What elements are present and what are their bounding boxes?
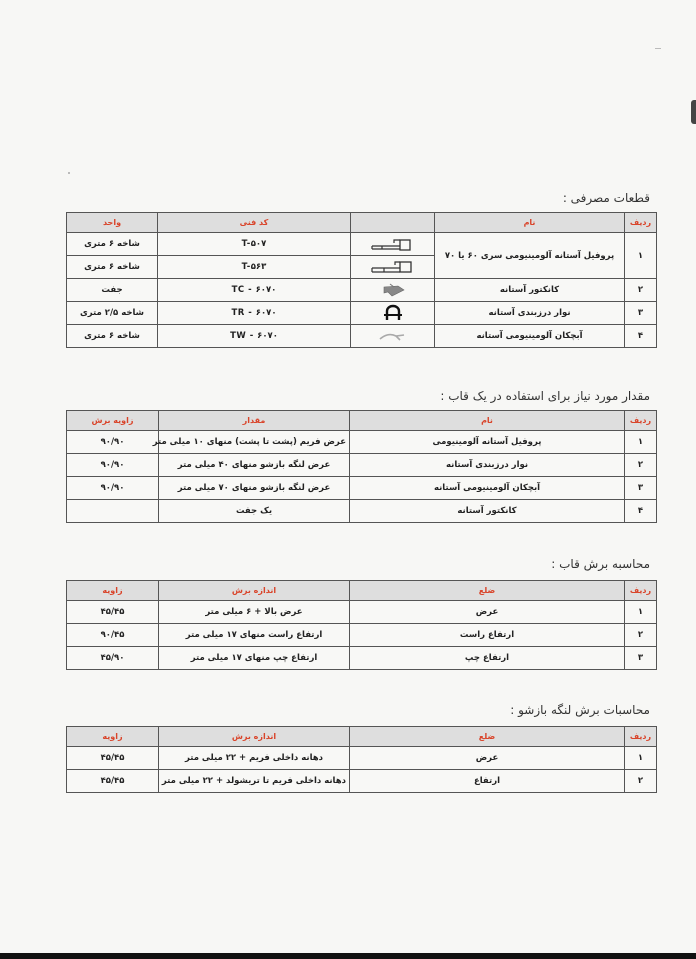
row-number: ۳ [625, 647, 657, 670]
header-row-number: ردیف [625, 213, 657, 233]
table-row [67, 770, 657, 793]
part-image-cell [351, 256, 435, 279]
part-unit: شاخه ۶ متری [67, 325, 158, 348]
table-row [67, 624, 657, 647]
connector-icon [370, 282, 416, 298]
part-name: نوار درزبندی آستانه [435, 302, 625, 325]
table-row [67, 233, 657, 256]
part-unit: شاخه ۶ متری [67, 233, 158, 256]
part-image-cell [351, 233, 435, 256]
section-title-sash-cut: محاسبات برش لنگه بازشو : [510, 703, 650, 717]
table-row [67, 325, 657, 348]
sash-cut-table [66, 726, 657, 793]
section-title-frame-cut: محاسبه برش قاب : [551, 557, 650, 571]
header-image [351, 213, 435, 233]
table-header-row [67, 727, 657, 747]
side-name: عرض [350, 747, 625, 770]
item-name: آبچکان آلومینیومی آستانه [350, 477, 625, 500]
row-number: ۴ [625, 500, 657, 523]
part-code: TW - ۶۰۷۰ [158, 325, 351, 348]
item-name: کانکتور آستانه [350, 500, 625, 523]
cut-size: عرض بالا + ۶ میلی متر [159, 601, 350, 624]
bottom-edge-bar [0, 953, 696, 959]
part-code: TC - ۶۰۷۰ [158, 279, 351, 302]
frame-cut-table [66, 580, 657, 670]
part-code: T-۵۰۷ [158, 233, 351, 256]
cut-size: ارتفاع چپ منهای ۱۷ میلی متر [159, 647, 350, 670]
table-row [67, 431, 657, 454]
side-name: عرض [350, 601, 625, 624]
cut-angle: ۴۵/۹۰ [67, 647, 159, 670]
table-row [67, 279, 657, 302]
cut-angle: ۴۵/۴۵ [67, 747, 159, 770]
item-name: پروفیل آستانه آلومینیومی [350, 431, 625, 454]
side-name: ارتفاع راست [350, 624, 625, 647]
table-row [67, 500, 657, 523]
part-unit: شاخه ۶ متری [67, 256, 158, 279]
cut-angle: ۴۵/۴۵ [67, 601, 159, 624]
gasket-icon [370, 304, 416, 322]
item-angle [67, 500, 159, 523]
header-amount: مقدار [159, 411, 350, 431]
header-name: نام [435, 213, 625, 233]
row-number: ۱ [625, 747, 657, 770]
side-name: ارتفاع [350, 770, 625, 793]
item-angle: ۹۰/۹۰ [67, 431, 159, 454]
table-row [67, 647, 657, 670]
header-side: ضلع [350, 581, 625, 601]
quantity-table [66, 410, 657, 523]
row-number: ۱ [625, 431, 657, 454]
header-row-number: ردیف [625, 411, 657, 431]
header-angle: زاویه [67, 581, 159, 601]
cut-size: دهانه داخلی فریم + ۲۲ میلی متر [159, 747, 350, 770]
part-name: کانکتور آستانه [435, 279, 625, 302]
table-row [67, 302, 657, 325]
cut-angle: ۴۵/۴۵ [67, 770, 159, 793]
section-title-parts: قطعات مصرفی : [562, 191, 650, 205]
row-number: ۱ [625, 601, 657, 624]
part-code: TR - ۶۰۷۰ [158, 302, 351, 325]
cut-angle: ۹۰/۴۵ [67, 624, 159, 647]
table-header-row [67, 581, 657, 601]
item-angle: ۹۰/۹۰ [67, 454, 159, 477]
header-side: ضلع [350, 727, 625, 747]
item-name: نوار درزبندی آستانه [350, 454, 625, 477]
row-number: ۲ [625, 279, 657, 302]
table-header-row [67, 411, 657, 431]
header-cut-size: اندازه برش [159, 581, 350, 601]
part-image-cell [351, 279, 435, 302]
row-number: ۲ [625, 454, 657, 477]
part-image-cell [351, 325, 435, 348]
cut-size: ارتفاع راست منهای ۱۷ میلی متر [159, 624, 350, 647]
row-number: ۴ [625, 325, 657, 348]
item-amount: عرض لنگه بازشو منهای ۷۰ میلی متر [159, 477, 350, 500]
table-row [67, 477, 657, 500]
row-number: ۳ [625, 302, 657, 325]
drip-icon [370, 329, 416, 343]
cut-size: دهانه داخلی فریم تا تریشولد + ۲۲ میلی متر [159, 770, 350, 793]
item-amount: یک جفت [159, 500, 350, 523]
header-angle: زاویه [67, 727, 159, 747]
header-name: نام [350, 411, 625, 431]
table-row [67, 454, 657, 477]
header-row-number: ردیف [625, 727, 657, 747]
section-title-quantity: مقدار مورد نیاز برای استفاده در یک قاب : [440, 389, 650, 403]
part-name: آبچکان آلومینیومی آستانه [435, 325, 625, 348]
scan-speck [691, 100, 696, 124]
part-unit: شاخه ۲/۵ متری [67, 302, 158, 325]
table-row [67, 601, 657, 624]
part-code: T-۵۶۳ [158, 256, 351, 279]
header-unit: واحد [67, 213, 158, 233]
part-unit: جفت [67, 279, 158, 302]
row-number: ۲ [625, 624, 657, 647]
header-cut-angle: زاویه برش [67, 411, 159, 431]
row-number: ۳ [625, 477, 657, 500]
table-header-row [67, 213, 657, 233]
header-row-number: ردیف [625, 581, 657, 601]
item-amount: عرض فریم (پشت تا پشت) منهای ۱۰ میلی متر [159, 431, 350, 454]
row-number: ۱ [625, 233, 657, 279]
header-cut-size: اندازه برش [159, 727, 350, 747]
profile-section-icon [370, 259, 416, 275]
table-row [67, 747, 657, 770]
parts-table [66, 212, 657, 348]
item-angle: ۹۰/۹۰ [67, 477, 159, 500]
scan-speck [655, 48, 661, 49]
item-amount: عرض لنگه بازشو منهای ۴۰ میلی متر [159, 454, 350, 477]
header-code: کد فنی [158, 213, 351, 233]
scan-speck [68, 172, 70, 174]
profile-section-icon [370, 236, 416, 252]
row-number: ۲ [625, 770, 657, 793]
side-name: ارتفاع چپ [350, 647, 625, 670]
part-image-cell [351, 302, 435, 325]
part-name: پروفیل آستانه آلومینیومی سری ۶۰ یا ۷۰ [435, 233, 625, 279]
